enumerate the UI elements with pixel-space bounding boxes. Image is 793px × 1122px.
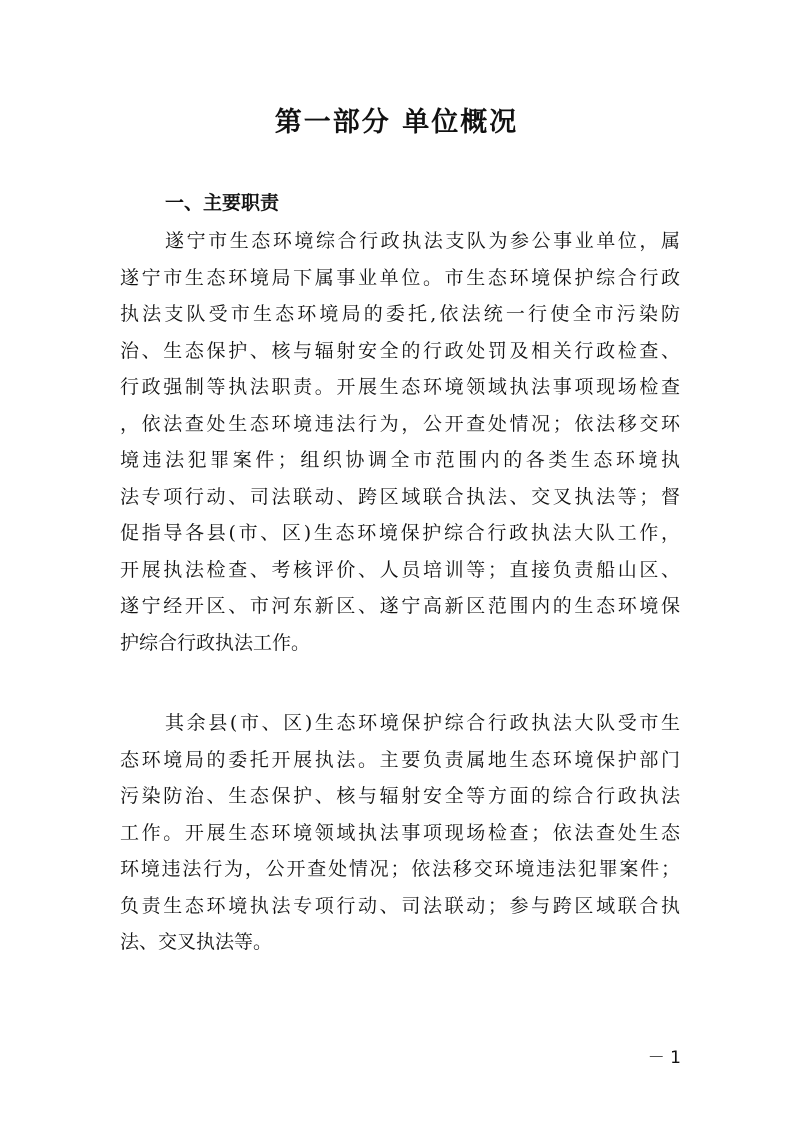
- text-line: 态环境局的委托开展执法。主要负责属地生态环境保护部门: [120, 748, 680, 771]
- text-line: 开展执法检查、考核评价、人员培训等；直接负责船山区、: [120, 558, 680, 581]
- text-line: 环境违法行为，公开查处情况；依法移交环境违法犯罪案件；: [120, 858, 680, 880]
- paragraph-county-brigades: [120, 705, 680, 961]
- text-line: 治、生态保护、核与辐射安全的行政处罚及相关行政检查、: [120, 339, 680, 362]
- paragraph-main-duties: [120, 223, 680, 661]
- page-number: － 1: [647, 1048, 681, 1068]
- page-title: 第一部分 单位概况: [274, 107, 519, 138]
- text-line: 工作。开展生态环境领域执法事项现场检查；依法查处生态: [120, 821, 680, 844]
- text-line: 促指导各县(市、区)生态环境保护综合行政执法大队工作，: [120, 522, 680, 544]
- text-line: 污染防治、生态保护、核与辐射安全等方面的综合行政执法: [120, 785, 680, 807]
- text-line: 遂宁经开区、市河东新区、遂宁高新区范围内的生态环境保: [120, 595, 680, 617]
- text-line: ，依法查处生态环境违法行为，公开查处情况；依法移交环: [120, 412, 680, 435]
- text-line: 法专项行动、司法联动、跨区域联合执法、交叉执法等；督: [120, 485, 680, 508]
- text-line: 遂宁市生态环境综合行政执法支队为参公事业单位，属: [165, 230, 680, 252]
- text-line: 负责生态环境执法专项行动、司法联动；参与跨区域联合执: [120, 894, 680, 917]
- text-line: 护综合行政执法工作。: [120, 631, 311, 654]
- text-line: 其余县(市、区)生态环境保护综合行政执法大队受市生: [165, 712, 680, 734]
- text-line: 执法支队受市生态环境局的委托,依法统一行使全市污染防: [120, 303, 680, 325]
- text-line: 行政强制等执法职责。开展生态环境领域执法事项现场检查: [120, 376, 680, 398]
- text-line: 遂宁市生态环境局下属事业单位。市生态环境保护综合行政: [120, 266, 680, 289]
- text-line: 境违法犯罪案件；组织协调全市范围内的各类生态环境执: [120, 449, 680, 471]
- text-line: 法、交叉执法等。: [120, 931, 273, 953]
- section-heading: 一、主要职责: [165, 192, 280, 214]
